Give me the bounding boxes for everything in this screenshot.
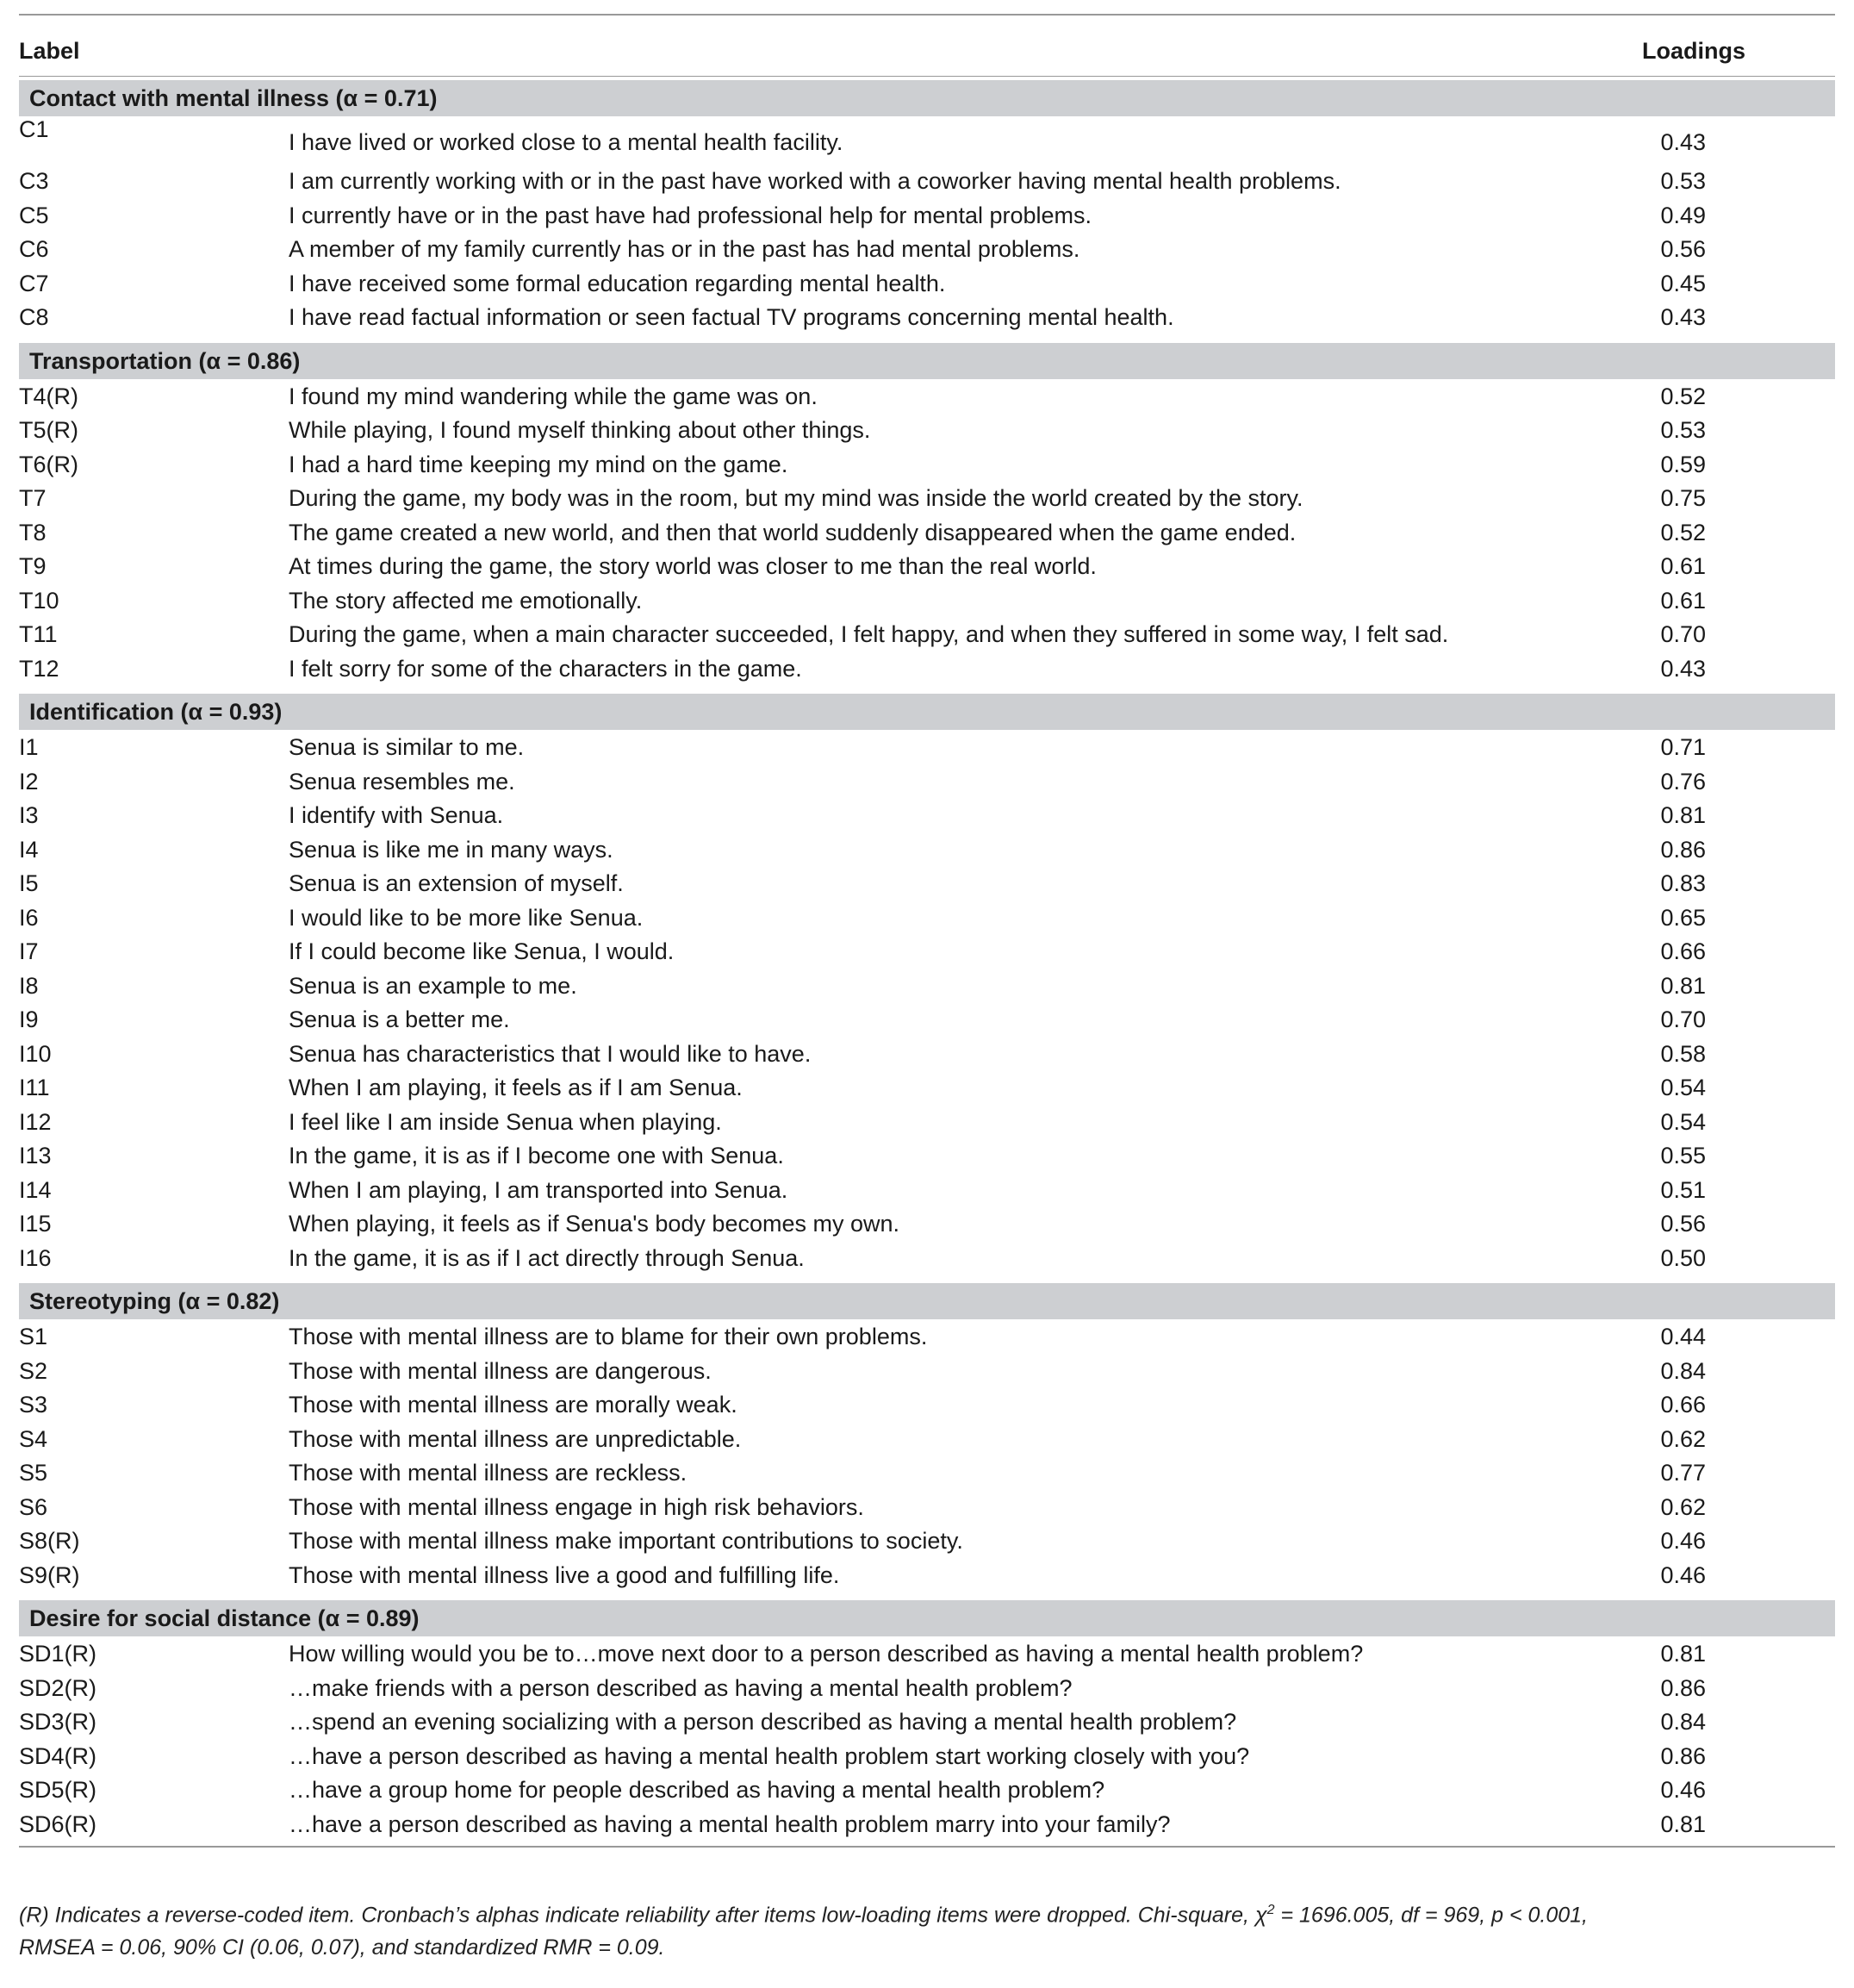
table-row (19, 1173, 1835, 1207)
section-heading: Desire for social distance (α = 0.89) (19, 1600, 1835, 1636)
item-loading: 0.49 (1660, 202, 1706, 228)
item-label: T12 (19, 655, 59, 682)
table-header-rule (19, 76, 1835, 77)
item-loading: 0.70 (1660, 621, 1706, 647)
item-loading: 0.86 (1660, 1742, 1706, 1769)
item-label: I1 (19, 734, 39, 760)
table-row (19, 1558, 1835, 1592)
chi-symbol: χ (1254, 1903, 1267, 1928)
item-loading: 0.53 (1660, 168, 1706, 194)
item-text: The story affected me emotionally. (289, 587, 643, 614)
item-loading: 0.70 (1660, 1006, 1706, 1032)
item-label: S9(R) (19, 1561, 80, 1588)
item-loading: 0.50 (1660, 1244, 1706, 1271)
table-row (19, 617, 1835, 651)
item-text: Senua has characteristics that I would like to have. (289, 1040, 812, 1067)
item-loading: 0.56 (1660, 1211, 1706, 1237)
item-label: T8 (19, 519, 47, 545)
item-text: …have a person described as having a mental health problem start working closely with you? (289, 1742, 1250, 1769)
item-loading: 0.43 (1660, 129, 1706, 155)
header-loadings: Loadings (1642, 38, 1745, 64)
table-row (19, 1241, 1835, 1275)
table-row (19, 1490, 1835, 1524)
item-label: I5 (19, 870, 39, 896)
item-loading: 0.81 (1660, 1810, 1706, 1837)
item-loading: 0.66 (1660, 1392, 1706, 1418)
table-row (19, 1206, 1835, 1241)
table-row (19, 1354, 1835, 1388)
table-section (19, 1600, 1835, 1846)
item-text: Senua resembles me. (289, 768, 515, 795)
item-loading: 0.46 (1660, 1777, 1706, 1803)
section-heading: Contact with mental illness (α = 0.71) (19, 80, 1835, 116)
section-heading: Stereotyping (α = 0.82) (19, 1283, 1835, 1319)
table-footnote (19, 1894, 1835, 1964)
section-heading: Transportation (α = 0.86) (19, 343, 1835, 379)
item-text: In the game, it is as if I act directly through Senua. (289, 1244, 805, 1271)
item-label: I13 (19, 1143, 52, 1168)
item-text: I have received some formal education regarding mental health. (289, 270, 946, 296)
item-loading: 0.62 (1660, 1493, 1706, 1520)
item-text: I felt sorry for some of the characters in the game. (289, 655, 802, 682)
item-loading: 0.84 (1660, 1709, 1706, 1735)
item-label: I10 (19, 1040, 52, 1067)
table-row (19, 1704, 1835, 1739)
item-text: During the game, when a main character succeeded, I felt happy, and when they suffered in some way, I felt sad. (289, 621, 1449, 647)
item-text: When playing, it feels as if Senua's body becomes my own. (289, 1211, 900, 1237)
table-row (19, 866, 1835, 901)
item-loading: 0.84 (1660, 1357, 1706, 1384)
item-label: T10 (19, 587, 59, 614)
item-label: SD4(R) (19, 1742, 97, 1769)
item-text: …have a person described as having a mental health problem marry into your family? (289, 1810, 1171, 1837)
item-label: I4 (19, 836, 39, 863)
item-label: I3 (19, 802, 39, 828)
item-label: C3 (19, 168, 49, 194)
table-row (19, 901, 1835, 935)
item-text: I have lived or worked close to a mental health facility. (289, 129, 843, 155)
item-text: I am currently working with or in the past have worked with a coworker having mental health problems. (289, 168, 1341, 194)
item-label: T4(R) (19, 383, 78, 409)
item-text: Senua is an example to me. (289, 972, 577, 999)
table-row (19, 1524, 1835, 1558)
item-text: At times during the game, the story world was closer to me than the real world. (289, 553, 1097, 579)
item-text: Those with mental illness make important contributions to society. (289, 1528, 963, 1554)
table-row (19, 1105, 1835, 1139)
item-label: C7 (19, 270, 49, 296)
table-row (19, 1455, 1835, 1490)
table-row (19, 481, 1835, 515)
item-text: Those with mental illness are reckless. (289, 1460, 687, 1486)
item-label: I15 (19, 1211, 52, 1237)
item-text: The game created a new world, and then that world suddenly disappeared when the game ended. (289, 519, 1297, 545)
item-label: S1 (19, 1324, 48, 1349)
table-row (19, 832, 1835, 867)
item-loading: 0.52 (1660, 383, 1706, 409)
table-section (19, 1283, 1835, 1597)
item-loading: 0.66 (1660, 938, 1706, 964)
item-loading: 0.81 (1660, 802, 1706, 828)
item-loading: 0.59 (1660, 451, 1706, 477)
item-label: S6 (19, 1493, 48, 1520)
item-loading: 0.81 (1660, 1641, 1706, 1667)
chi-superscript: 2 (1266, 1903, 1275, 1917)
item-loading: 0.55 (1660, 1143, 1706, 1168)
table-row (19, 549, 1835, 583)
item-text: Senua is a better me. (289, 1006, 510, 1032)
item-label: SD3(R) (19, 1709, 97, 1735)
item-text: I have read factual information or seen factual TV programs concerning mental health. (289, 304, 1174, 330)
loadings-table (19, 14, 1835, 1848)
table-row (19, 198, 1835, 233)
table-row (19, 969, 1835, 1003)
item-text: I feel like I am inside Senua when playing. (289, 1108, 722, 1135)
table-row (19, 1138, 1835, 1173)
item-text: When I am playing, it feels as if I am Senua. (289, 1075, 743, 1100)
item-loading: 0.46 (1660, 1528, 1706, 1554)
table-row (19, 447, 1835, 482)
item-loading: 0.45 (1660, 270, 1706, 296)
item-label: C8 (19, 304, 49, 330)
table-row (19, 266, 1835, 301)
item-loading: 0.62 (1660, 1425, 1706, 1452)
item-label: SD5(R) (19, 1777, 97, 1803)
item-loading: 0.46 (1660, 1561, 1706, 1588)
footnote-line-1: (R) Indicates a reverse-coded item. Cronbach’s alphas indicate reliability after items low-loading items were dropped. Chi-square, $\chi^2 = 1696.005$, df = 969, p < 0.001, (19, 1903, 1589, 1928)
item-text: Senua is like me in many ways. (289, 836, 613, 863)
table-row (19, 164, 1835, 198)
table-row (19, 798, 1835, 832)
item-label: S8(R) (19, 1528, 80, 1554)
item-loading: 0.81 (1660, 972, 1706, 999)
item-label: S5 (19, 1460, 48, 1486)
item-text: Those with mental illness are to blame for their own problems. (289, 1324, 928, 1349)
table-section (19, 343, 1835, 691)
item-text: Those with mental illness live a good and fulfilling life. (289, 1561, 840, 1588)
table-row (19, 1037, 1835, 1071)
section-heading: Identification (α = 0.93) (19, 694, 1835, 730)
item-loading: 0.56 (1660, 236, 1706, 262)
table-row (19, 934, 1835, 969)
item-text: Senua is an extension of myself. (289, 870, 624, 896)
table-row (19, 379, 1835, 414)
item-text: During the game, my body was in the room, but my mind was inside the world created by the story. (289, 485, 1303, 511)
item-label: I16 (19, 1244, 52, 1271)
item-label: S4 (19, 1425, 48, 1452)
table-row (19, 1773, 1835, 1807)
item-text: I currently have or in the past have had professional help for mental problems. (289, 202, 1092, 228)
item-label: C5 (19, 202, 49, 228)
item-text: Those with mental illness are dangerous. (289, 1357, 712, 1384)
item-loading: 0.86 (1660, 836, 1706, 863)
item-label: T7 (19, 485, 47, 511)
table-row (19, 1319, 1835, 1354)
item-text: Those with mental illness are unpredictable. (289, 1425, 742, 1452)
item-loading: 0.43 (1660, 655, 1706, 682)
table-header (19, 16, 1835, 76)
item-label: S2 (19, 1357, 48, 1384)
table-row (19, 1422, 1835, 1456)
table-row (19, 1387, 1835, 1422)
item-text: Those with mental illness are morally weak. (289, 1392, 737, 1418)
item-label: I14 (19, 1176, 52, 1203)
item-label: C6 (19, 236, 49, 262)
item-loading: 0.76 (1660, 768, 1706, 795)
item-loading: 0.52 (1660, 519, 1706, 545)
item-text: I would like to be more like Senua. (289, 904, 644, 931)
item-label: I8 (19, 972, 39, 999)
item-label: I6 (19, 904, 39, 931)
table-row (19, 1739, 1835, 1773)
item-label: I2 (19, 768, 39, 795)
table-row (19, 1636, 1835, 1671)
item-loading: 0.44 (1660, 1324, 1706, 1349)
item-text: A member of my family currently has or in the past has had mental problems. (289, 236, 1080, 262)
table-section (19, 80, 1835, 340)
table-bottom-rule (19, 1846, 1835, 1848)
item-loading: 0.51 (1660, 1176, 1706, 1203)
item-text: …make friends with a person described as having a mental health problem? (289, 1674, 1073, 1701)
item-label: I12 (19, 1108, 52, 1135)
table-row (19, 583, 1835, 618)
item-label: T6(R) (19, 451, 78, 477)
item-text: I had a hard time keeping my mind on the game. (289, 451, 788, 477)
table-row (19, 1807, 1835, 1842)
item-label: S3 (19, 1392, 48, 1418)
item-loading: 0.71 (1660, 734, 1706, 760)
item-loading: 0.54 (1660, 1108, 1706, 1135)
item-loading: 0.65 (1660, 904, 1706, 931)
item-loading: 0.54 (1660, 1075, 1706, 1100)
table-row (19, 515, 1835, 550)
item-loading: 0.75 (1660, 485, 1706, 511)
item-label: SD2(R) (19, 1674, 97, 1701)
item-text: Those with mental illness engage in high risk behaviors. (289, 1493, 864, 1520)
item-text: While playing, I found myself thinking about other things. (289, 417, 871, 443)
item-label: T11 (19, 621, 58, 647)
item-text: If I could become like Senua, I would. (289, 938, 675, 964)
table-row (19, 1671, 1835, 1705)
item-text: In the game, it is as if I become one with Senua. (289, 1143, 784, 1168)
item-label: SD1(R) (19, 1641, 97, 1667)
item-label: T9 (19, 553, 47, 579)
item-label: T5(R) (19, 417, 78, 443)
table-section (19, 694, 1835, 1280)
table-row (19, 232, 1835, 266)
table-body (19, 80, 1835, 1846)
table-row (19, 651, 1835, 686)
item-text: When I am playing, I am transported into Senua. (289, 1176, 788, 1203)
item-loading: 0.83 (1660, 870, 1706, 896)
item-loading: 0.43 (1660, 304, 1706, 330)
item-loading: 0.86 (1660, 1674, 1706, 1701)
item-label: I11 (19, 1075, 50, 1100)
item-text: Senua is similar to me. (289, 734, 525, 760)
item-label: I9 (19, 1006, 39, 1032)
item-loading: 0.58 (1660, 1040, 1706, 1067)
table-row (19, 730, 1835, 764)
table-row (19, 1002, 1835, 1037)
item-text: I found my mind wandering while the game was on. (289, 383, 818, 409)
item-text: …have a group home for people described as having a mental health problem? (289, 1777, 1105, 1803)
footnote-line-2: RMSEA = 0.06, 90% CI (0.06, 0.07), and standardized RMR = 0.09. (19, 1935, 665, 1960)
item-loading: 0.61 (1660, 587, 1706, 614)
table-row (19, 300, 1835, 334)
item-label: I7 (19, 938, 39, 964)
item-loading: 0.53 (1660, 417, 1706, 443)
table-row (19, 116, 1835, 164)
item-loading: 0.77 (1660, 1460, 1706, 1486)
item-label: C1 (19, 116, 49, 142)
item-text: …spend an evening socializing with a person described as having a mental health problem? (289, 1709, 1237, 1735)
item-label: SD6(R) (19, 1810, 97, 1837)
header-label: Label (19, 38, 80, 64)
item-text: I identify with Senua. (289, 802, 504, 828)
table-row (19, 413, 1835, 447)
item-loading: 0.61 (1660, 553, 1706, 579)
table-row (19, 764, 1835, 799)
item-text: How willing would you be to…move next door to a person described as having a mental health problem? (289, 1641, 1364, 1667)
table-row (19, 1070, 1835, 1105)
